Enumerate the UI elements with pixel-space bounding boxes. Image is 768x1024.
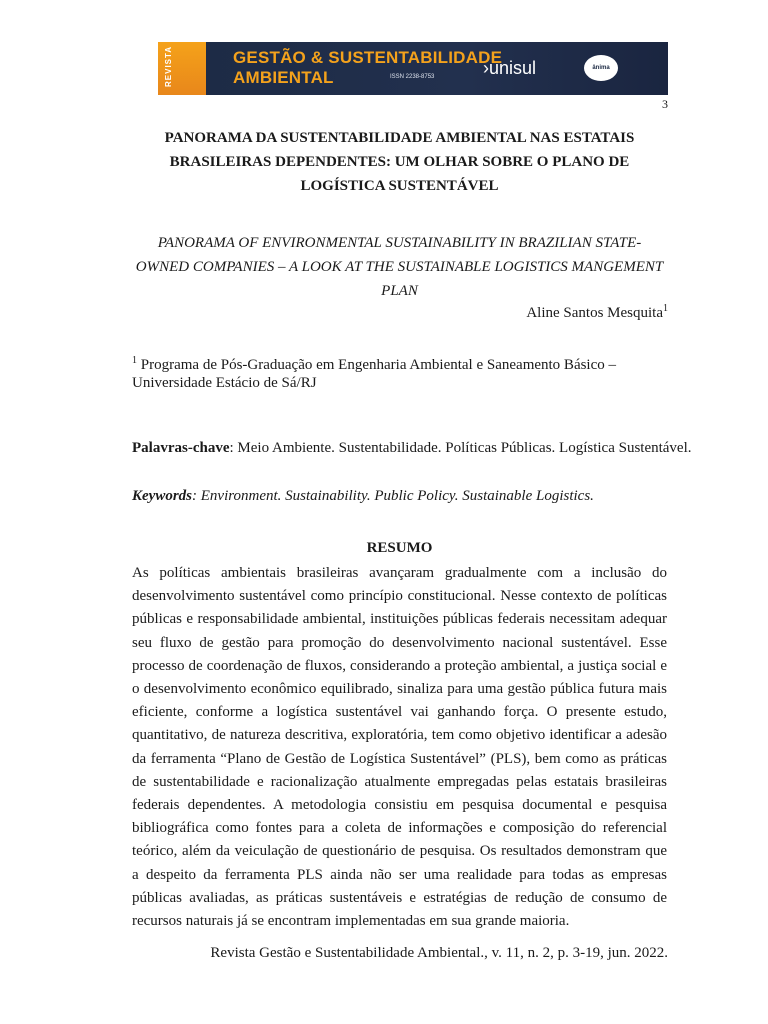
journal-citation-footer: Revista Gestão e Sustentabilidade Ambiental., v. 11, n. 2, p. 3-19, jun. 2022. <box>210 945 668 961</box>
affiliation-mark: 1 <box>132 355 137 366</box>
banner-side-strip <box>158 42 206 95</box>
keywords-portuguese <box>132 440 692 457</box>
keywords-pt-label: Palavras-chave <box>132 440 230 456</box>
paper-title: PANORAMA DA SUSTENTABILIDADE AMBIENTAL NAS ESTATAIS BRASILEIRAS DEPENDENTES: UM OLHAR SOBRE O PLANO DE LOGÍSTICA SUSTENTÁVEL <box>164 130 635 194</box>
abstract-body: As políticas ambientais brasileiras avançaram gradualmente com a inclusão do desenvolvimento sustentável como princípio constitucional. Nesse contexto de políticas públicas e responsabilidade ambiental, instituições públicas federais necessitam adequar seu fluxo de gestão para promoção do desenvolvimento nacional sustentável. Esse processo de coordenação de fluxos, considerando a proteção ambiental, a justiça social e o desenvolvimento econômico equilibrado, sinaliza para uma gestão pública futura mais eficiente, conforme a logística sustentável vai ganhando força. O presente estudo, quantitativo, de natureza descritiva, exploratória, tem como objetivo identificar a adesão da ferramenta “Plano de Gestão de Logística Sustentável” (PLS), bem como as práticas de sustentabilidade e racionalização atualmente empregadas pelas estatais brasileiras federais dependentes. A metodologia consistiu em pesquisa documental e pesquisa bibliográfica como fontes para a coleta de informações e composição do referencial teórico, além da veiculação de questionário de pesquisa. Os resultados demonstram que a despeito da ferramenta PLS ainda não ser uma realidade para todas as empresas públicas avaliadas, as práticas sustentáveis e estratégias de redução de consumo de recursos naturais já se encontram implementadas em sua grande maioria. <box>132 565 667 930</box>
anima-logo <box>584 55 618 81</box>
keywords-pt-value: : Meio Ambiente. Sustentabilidade. Políticas Públicas. Logística Sustentável. <box>229 440 692 456</box>
journal-title-line2: AMBIENTAL <box>233 68 334 87</box>
affiliation-text: Programa de Pós-Graduação em Engenharia Ambiental e Saneamento Básico – Universidade Estácio de Sá/RJ <box>132 357 617 391</box>
author-footnote-mark: 1 <box>663 303 668 314</box>
page-number: 3 <box>662 97 668 111</box>
unisul-logo: ›unisul <box>483 58 537 78</box>
affiliation <box>132 352 667 392</box>
journal-banner <box>158 42 668 95</box>
author-name: Aline Santos Mesquita <box>526 305 663 321</box>
keywords-english <box>132 488 594 505</box>
author <box>526 303 668 322</box>
banner-side-label: REVISTA <box>164 45 173 87</box>
abstract-heading: RESUMO <box>366 540 433 556</box>
anima-logo-text: ânima <box>592 65 610 71</box>
journal-title-line1: GESTÃO & SUSTENTABILIDADE <box>233 48 503 67</box>
journal-issn: ISSN 2238-8753 <box>390 74 435 80</box>
keywords-en-label: Keywords <box>132 488 192 504</box>
paper-subtitle-english: PANORAMA OF ENVIRONMENTAL SUSTAINABILITY IN BRAZILIAN STATE-OWNED COMPANIES – A LOOK AT THE SUSTAINABLE LOGISTICS MANGEMENT PLAN <box>135 235 664 299</box>
keywords-en-value: : Environment. Sustainability. Public Policy. Sustainable Logistics. <box>192 488 594 504</box>
